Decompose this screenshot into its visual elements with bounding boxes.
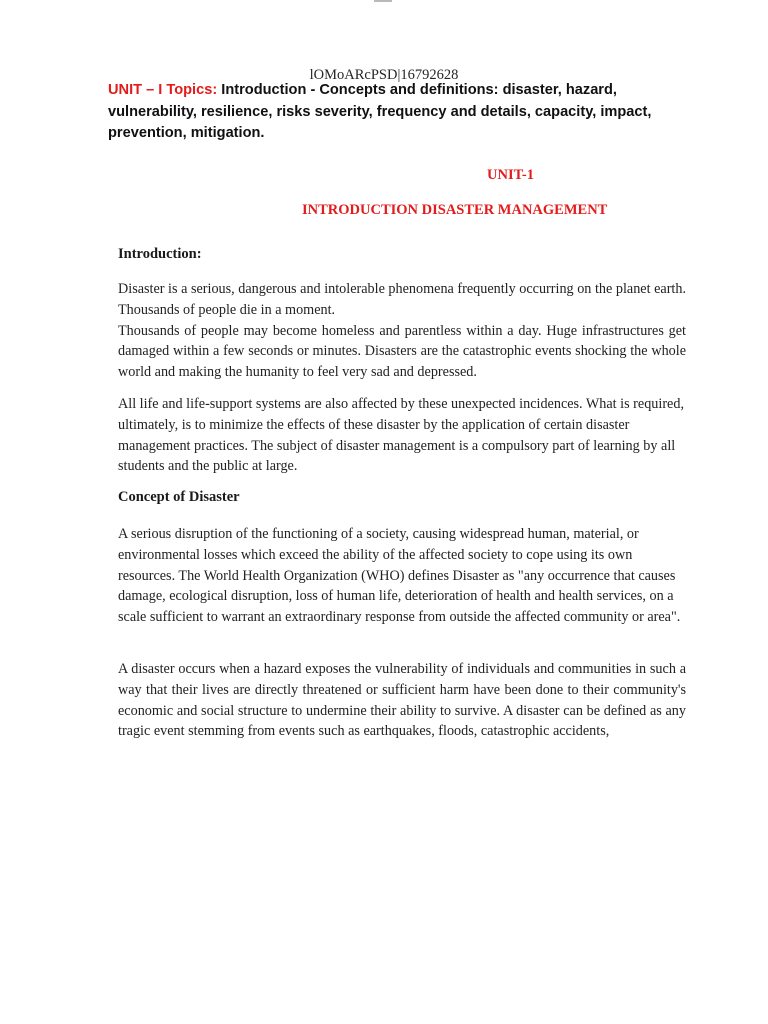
introduction-heading: Introduction: [118,246,202,262]
unit-topics [108,80,668,145]
unit-topics-text: Introduction - Concepts and definitions: disaster, hazard, vulnerability, resilience, risks severity, frequency and details, capacity, impact, prevention, mitigation. [108,82,652,141]
introduction-paragraph-2-text: All life and life-support systems are also affected by these unexpected incidences. What is required, ultimately, is to minimize the effects of these disaster by the application of certain disaster management practices. The subject of disaster management is a compulsory part of learning by all students and the public at large. [118,396,684,475]
introduction-paragraph-1-line-2: Thousands of people may become homeless and parentless within a day. Huge infrastructures get damaged within a few seconds or minutes. Disasters are the catastrophic events shocking the whole world and making the humanity to feel very sad and depressed. [118,322,686,381]
concept-paragraph-1-text: A serious disruption of the functioning of a society, causing widespread human, material, or environmental losses which exceed the ability of the affected society to cope using its own resources. The World Health Organization (WHO) defines Disaster as "any occurrence that causes damage, ecological disruption, loss of human life, deterioration of health and health services, on a scale sufficient to warrant an extraordinary response from outside the affected community or area". [118,526,681,626]
introduction-paragraph-2 [118,394,686,477]
concept-heading: Concept of Disaster [118,489,240,505]
introduction-paragraph-1 [118,279,686,383]
document-id: lOMoARcPSD|16792628 [309,67,459,83]
unit-heading: UNIT-1 [487,167,535,183]
unit-topics-label: UNIT – I Topics [108,82,213,98]
page-top-marker [374,0,392,2]
concept-paragraph-2 [118,659,686,742]
concept-paragraph-1 [118,524,686,628]
concept-paragraph-2-text: A disaster occurs when a hazard exposes the vulnerability of individuals and communities in such a way that their lives are directly threatened or sufficient harm have been done to their community's economic and social structure to undermine their ability to survive. A disaster can be defined as any tragic event stemming from events such as earthquakes, floods, catastrophic accidents, [118,661,686,740]
introduction-paragraph-1-line-1: Disaster is a serious, dangerous and intolerable phenomena frequently occurring on the planet earth. Thousands of people die in a moment. [118,281,686,318]
main-title: INTRODUCTION DISASTER MANAGEMENT [302,202,608,218]
unit-topics-colon: : [212,82,218,98]
